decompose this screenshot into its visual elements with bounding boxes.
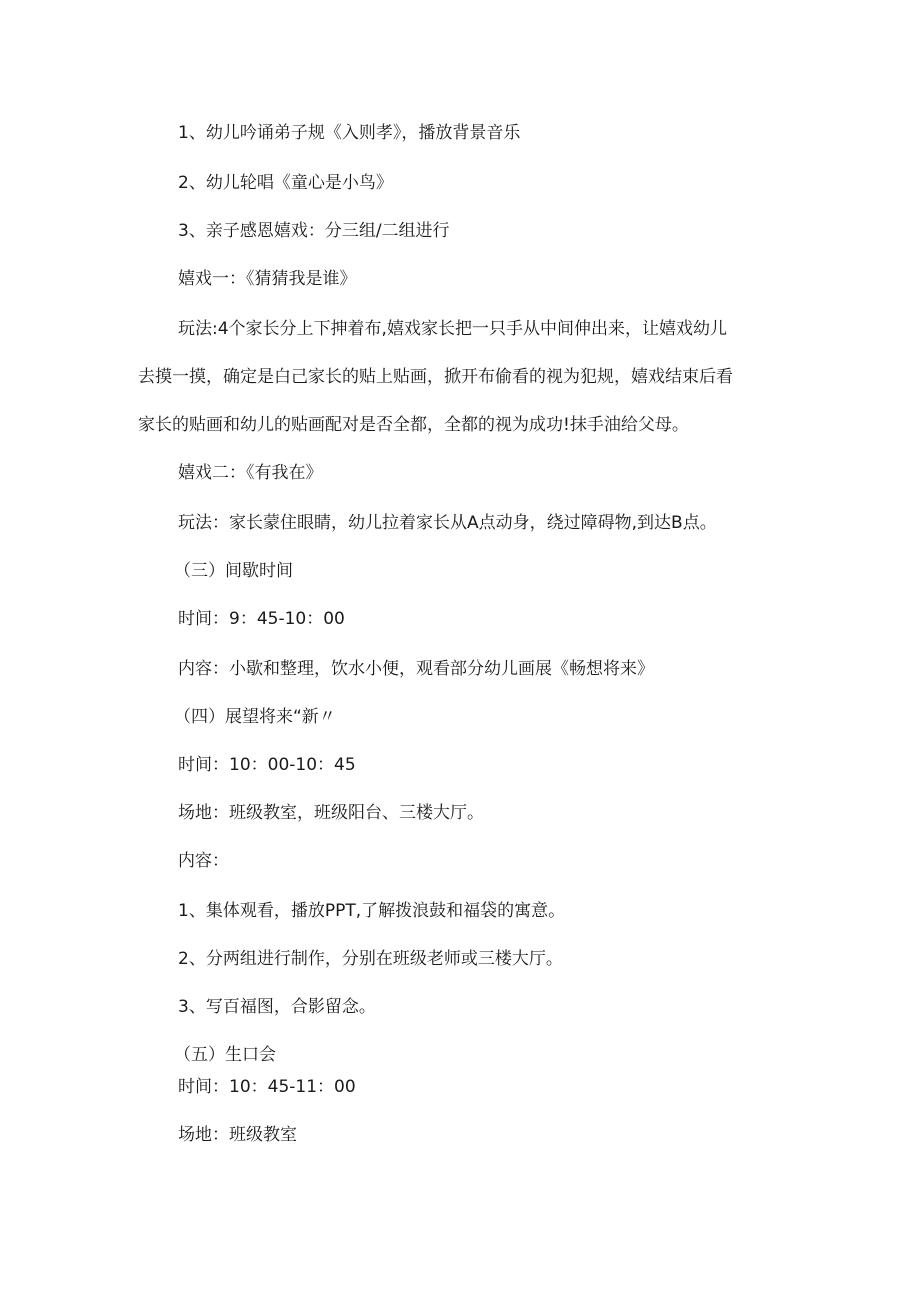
text-line: 2、幼儿轮唱《童心是小鸟》 (178, 173, 393, 193)
section-heading: （五）生口会 (174, 1045, 276, 1065)
text-line: 1、幼儿吟诵弟子规《入则孝》，播放背景音乐 (178, 123, 521, 143)
text-line: 时间：9：45-10：00 (178, 609, 345, 629)
text-line: 3、亲子感恩嬉戏：分三组/二组进行 (178, 221, 450, 241)
text-line: 场地：班级教室 (178, 1125, 297, 1145)
text-line: 去摸一摸，确定是白己家长的贴上贴画，掀开布偷看的视为犯规，嬉戏结束后看 (138, 367, 733, 387)
text-line: 嬉戏二：《有我在》 (178, 463, 323, 483)
text-line: 玩法：家长蒙住眼睛，幼儿拉着家长从A点动身，绕过障碍物,到达B点。 (178, 513, 717, 533)
text-line: 场地：班级教室，班级阳台、三楼大厅。 (178, 803, 484, 823)
text-line: 嬉戏一：《猜猜我是谁》 (178, 269, 357, 289)
text-line: 内容： (178, 851, 229, 871)
text-line: 内容：小歇和整理，饮水小便，观看部分幼儿画展《畅想将来》 (178, 659, 654, 679)
text-line: 时间：10：00-10：45 (178, 755, 356, 775)
text-line: 时间：10：45-11：00 (178, 1077, 356, 1097)
section-heading: （三）间歇时间 (174, 561, 293, 581)
text-line: 1、集体观看，播放PPT,了解拨浪鼓和福袋的寓意。 (178, 901, 566, 921)
text-line: 2、分两组进行制作，分别在班级老师或三楼大厅。 (178, 949, 563, 969)
text-line: 家长的贴画和幼儿的贴画配对是否全都，全都的视为成功!抹手油给父母。 (138, 415, 689, 435)
section-heading: （四）展望将来“新〃 (174, 707, 336, 727)
text-line: 玩法:4个家长分上下抻着布,嬉戏家长把一只手从中间伸出来，让嬉戏幼儿 (178, 319, 727, 339)
text-line: 3、写百福图，合影留念。 (178, 997, 376, 1017)
